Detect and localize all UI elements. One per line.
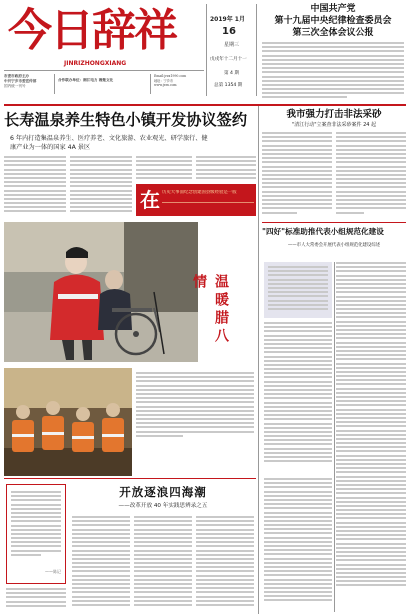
right-story-sand [262, 106, 406, 220]
banner-mark: 在 [140, 188, 160, 212]
main-photo [4, 222, 198, 362]
quote-signature: ——陈记 [45, 569, 61, 574]
top-story [260, 4, 406, 104]
top-story-title-3: 第三次全体会议公报 [292, 28, 374, 38]
top-story-title-2: 第十九届中央纪律检查委员会 [274, 16, 392, 26]
issue-number: 第 4 期 [224, 71, 240, 76]
lead-subhead-2: 康产业为一体的国家 4A 景区 [10, 144, 91, 151]
photo-caption-vertical [191, 226, 256, 362]
lead-subhead-1: 6 年内打造集温泉养生、医疗养老、文化旅游、农业观光、研学旅行、健 [10, 135, 208, 142]
top-story-title-1: 中国共产党 [310, 4, 356, 14]
issue-weekday: 星期三 [224, 42, 240, 48]
banner-text: 历史大事面纪念创建国县级经验是一般 [162, 190, 237, 195]
newspaper-logo: 今日辞祥 [8, 5, 176, 56]
bottom-article [70, 480, 256, 614]
lead-story [4, 106, 256, 218]
feature-intro-box [264, 262, 332, 318]
issue-total: 总第 1354 期 [214, 83, 243, 88]
sand-title: 我市强力打击非法采砂 [286, 109, 382, 120]
feature-title: "四好"标准助推代表小组规范化建设 [262, 227, 384, 236]
sand-subtitle: "清江行动"立案查非法采砂案件 24 起 [291, 122, 377, 128]
workers-photo [4, 368, 132, 476]
feature-banner [136, 184, 256, 216]
masthead: 今日辞祥 JINRIZHONGXIANG 市委市政府主办 中共宁乡市委宣传部 国内统一刊号 合作联办单位：湘江电力 湘楚文化 Email:jrzx1990.com 地址：宁乡市 www.jrzx.com 2019年 1月 16 星期三 戊戌年十二月十一 第 4 期 总第 1354 期 [0, 0, 410, 100]
bottom-subtitle: ——改革开放 40 年实践思辨录之五 [118, 503, 208, 509]
photo-caption: 温暖腊八情 [191, 274, 229, 346]
lead-headline: 长寿温泉养生特色小镇开发协议签约 [4, 111, 247, 129]
issue-date: 2019年 1月 [210, 16, 245, 23]
newspaper-pinyin: JINRIZHONGXIANG [64, 60, 127, 67]
right-feature [262, 224, 406, 614]
issue-lunar: 戊戌年十二月十一 [210, 57, 247, 62]
issue-day: 16 [222, 26, 236, 37]
bottom-title: 开放逐浪四海潮 [119, 485, 207, 499]
feature-subtitle: ——市人大常委会开展代表小组规范化建设综述 [287, 243, 381, 248]
quote-box [6, 484, 66, 584]
